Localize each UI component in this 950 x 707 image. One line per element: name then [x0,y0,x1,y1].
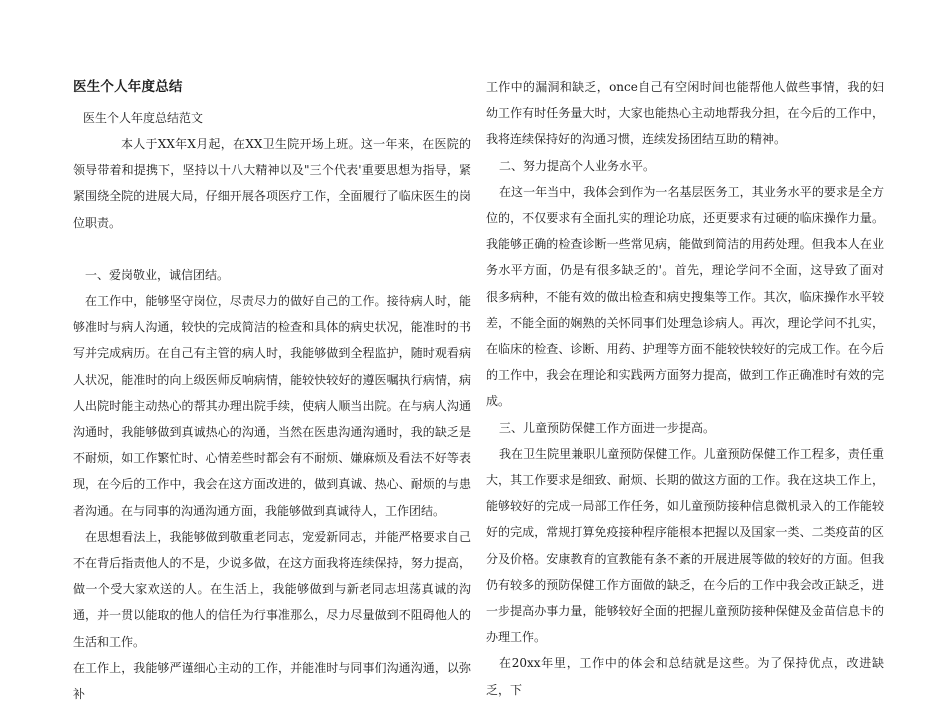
document-subtitle: 医生个人年度总结范文 [83,111,204,125]
section2-paragraph-1: 在这一年当中，我体会到作为一名基层医务工，其业务水平的要求是全方位的，不仅要求有全面扎实的理论功底，还更要求有过硬的临床操作力量。我能够正确的检查诊断一些常见病，能做到简洁的用药处理。但我本人在业务水平方面，仍是有很多缺乏的'。首先，理论学问不全面，这导致了面对很多病种，不能有效的做出检查和病史搜集等工作。其次，临床操作水平较差，不能全面的娴熟的关怀同事们处理急诊病人。再次，理论学问不扎实，在临床的检查、诊断、用药、护理等方面不能较快较好的完成工作。在今后的工作中，我会在理论和实践两方面努力提高，做到工作正确准时有效的完成。 [486,184,884,409]
paragraph-gap [73,236,471,262]
section1-paragraph-3: 在工作上，我能够严谨细心主动的工作，并能准时与同事们沟通沟通，以弥补 [73,660,471,702]
closing-paragraph: 在20xx年里，工作中的体会和总结就是这些。为了保持优点，改进缺乏，下 [486,656,884,697]
section1-paragraph-1: 在工作中，能够坚守岗位，尽责尽力的做好自己的工作。接待病人时，能够准时与病人沟通，较快的完成简洁的检查和具体的病史状况，能准时的书写并完成病历。在自己有主管的病人时，我能够做到全程监护，随时观看病人状况，能准时的向上级医师反响病情，能较快较好的遵医嘱执行病情，病人出院时能主动热心的帮其办理出院手续，使病人顺当出院。在与病人沟通沟通时，我能够做到真诚热心的沟通，当然在医患沟通沟通时，我的缺乏是不耐烦，如工作繁忙时、心情差些时都会有不耐烦、嫌麻烦及看法不好等表现，在今后的工作中，我会在这方面改进的，做到真诚、热心、耐烦的与患者沟通。在与同事的沟通沟通方面，我能够做到真诚待人，工作团结。 [73,294,471,518]
section2-heading: 二、努力提高个人业务水平。 [499,158,656,173]
section3-heading: 三、儿童预防保健工作方面进一步提高。 [499,420,716,435]
intro-paragraph: 本人于XX年X月起，在XX卫生院开场上班。这一年来，在医院的领导带着和提携下，坚持以十八大精神以及"三个代表'重要思想为指导，紧紧围绕全院的进展大局，仔细开展各项医疗工作，全面履行了临床医生的岗位职责。 [73,137,471,230]
left-column [73,74,471,707]
continuation-paragraph: 工作中的漏洞和缺乏，once自己有空闲时间也能帮他人做些事情，我的妇幼工作有时任务量大时，大家也能热心主动地帮我分担，在今后的工作中，我将连续保持好的沟通习惯，连续发扬团结互助的精神。 [486,80,884,147]
section1-paragraph-2: 在思想看法上，我能够做到敬重老同志，宠爱新同志，并能严格要求自己不在背后指责他人的不是，少说多做，在这方面我将连续保持，努力提高，做一个受大家欢送的人。在生活上，我能够做到与新老同志坦荡真诚的沟通，并一贯以能取的他人的信任为行事准那么，尽力尽量做到不阻碍他人的生活和工作。 [73,529,471,649]
section3-paragraph-1: 我在卫生院里兼职儿童预防保健工作。儿童预防保健工作工程多，责任重大，其工作要求是细致、耐烦、长期的做这方面的工作。我在这块工作上，能够较好的完成一局部工作任务，如儿童预防接种信息微机录入的工作能较好的完成，常规打算免疫接种程序能根本把握以及国家一类、二类疫苗的区分及价格。安康教育的宣教能有条不紊的开展进展等做的较好的方面。但我仍有较多的预防保健工作方面做的缺乏，在今后的工作中我会改正缺乏，进一步提高办事力量，能够较好全面的把握儿童预防接种保健及金苗信息卡的办理工作。 [486,446,884,645]
right-column [486,74,884,703]
section1-heading: 一、爱岗敬业，诚信团结。 [85,267,230,282]
document-title: 医生个人年度总结 [73,79,183,95]
